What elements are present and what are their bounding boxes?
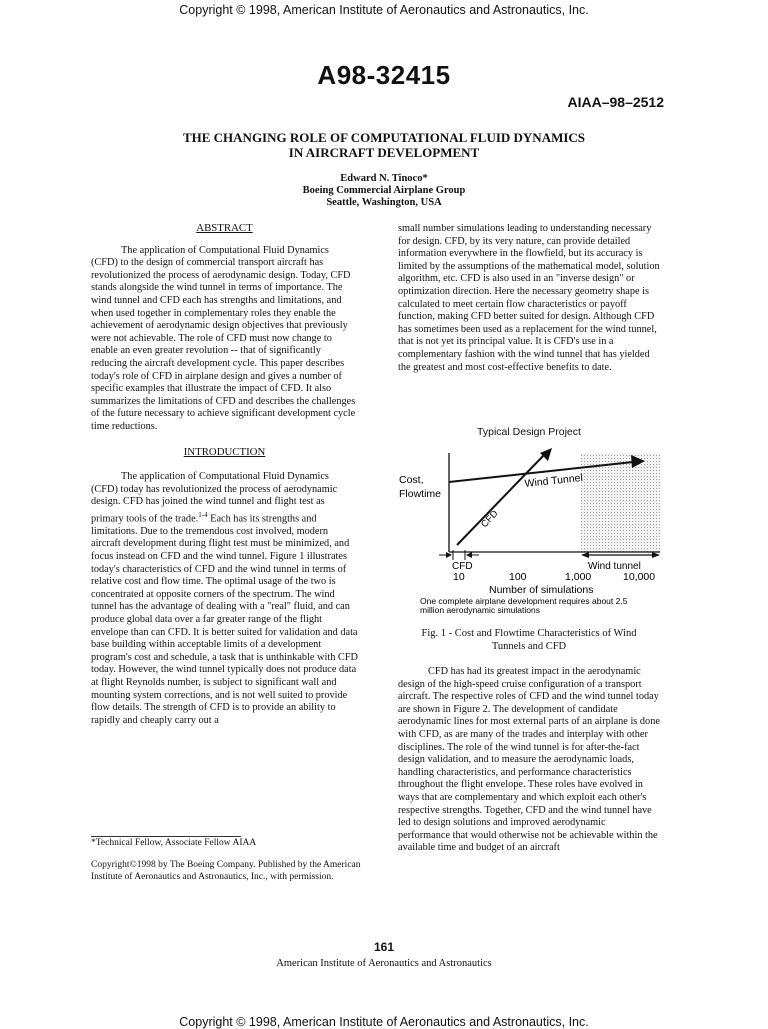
right-paragraph-1: small number simulations leading to understanding necessary for design. CFD, by its very nature, can provide detailed information everywhere in the flowfield, but its accuracy is limited by the assumptions of the mathematical model, solution algorithm, etc. CFD is also used in an "inverse design" or optimization direction. Here the necessary geometry shape is calculated to meet certain flow characteristics or payoff function, making CFD better suited for design. Although CFD has sometimes been used as a replacement for the wind tunnel, that is not yet its principal value. It is CFD's use in a complementary fashion with the wind tunnel that has yielded the greatest and most cost-effective benefits to date.: [398, 223, 660, 373]
author-affiliation: Boeing Commercial Airplane Group: [302, 185, 466, 196]
figure-note-line2: million aerodynamic simulations: [420, 605, 540, 615]
author-name: Edward N. Tinoco*: [340, 173, 428, 184]
introduction-text: [91, 471, 358, 727]
cfd-range-left-arrowhead: [446, 552, 452, 558]
cfd-range-right-arrowhead: [466, 552, 472, 558]
paper-number: AIAA–98–2512: [567, 94, 664, 110]
y-axis-label-line2: Flowtime: [399, 488, 442, 500]
author-location: Seattle, Washington, USA: [326, 197, 442, 208]
figure-caption: [398, 628, 660, 653]
copyright-footer: Copyright © 1998, American Institute of Aeronautics and Astronautics, Inc.: [179, 1015, 589, 1029]
x-tick-100: 100: [509, 571, 527, 583]
wind-range-right-arrowhead: [652, 552, 660, 558]
title-line-2: IN AIRCRAFT DEVELOPMENT: [288, 145, 480, 160]
reference-marker: 1-4: [198, 510, 208, 519]
paper-title: [100, 130, 668, 160]
figure-note-line1: One complete airplane development requires about 2.5: [420, 596, 628, 606]
cfd-range-label: CFD: [452, 561, 473, 572]
right-paragraph-2: CFD has had its greatest impact in the aerodynamic design of the high-speed cruise configuration of a transport aircraft. The respective roles of CFD and the wind tunnel today are shown in Figure 2. The development of candidate aerodynamic lines for most external parts of an airplane is done with CFD, as are many of the trades and interplay with other disciplines. The role of the wind tunnel is for after-the-fact design validation, and to measure the aerodynamic loads, handling characteristics, and performance characteristics throughout the flight envelope. These roles have evolved in ways that are complementary and which exploit each other's respective strengths. Together, CFD and the wind tunnel have led to design solutions and improved aerodynamic performance that would otherwise not be achievable within the available time and budget of an aircraft: [398, 666, 660, 854]
abstract-heading: ABSTRACT: [196, 222, 253, 234]
cfd-line: [457, 455, 544, 545]
footnote-copyright: Copyright©1998 by The Boeing Company. Published by the American Institute of Aeronautics and Astronautics, Inc., with permission.: [91, 860, 361, 882]
y-axis-label-line1: Cost,: [399, 474, 424, 486]
left-column: [91, 222, 358, 727]
figure-title: Typical Design Project: [477, 426, 581, 438]
right-column-bottom: [398, 666, 660, 855]
introduction-heading: INTRODUCTION: [183, 445, 266, 458]
x-tick-10000: 10,000: [623, 571, 656, 583]
figure-1-chart: [395, 440, 670, 620]
right-column-top: [398, 223, 660, 374]
footnote-affiliation: *Technical Fellow, Associate Fellow AIAA: [91, 838, 257, 848]
wind-tunnel-region: [581, 453, 660, 552]
title-line-1: THE CHANGING ROLE OF COMPUTATIONAL FLUID DYNAMICS: [182, 130, 586, 145]
x-axis-label: Number of simulations: [489, 584, 594, 596]
page-number: 161: [373, 940, 395, 954]
copyright-header: Copyright © 1998, American Institute of Aeronautics and Astronautics, Inc.: [179, 3, 589, 17]
publisher-footer: American Institute of Aeronautics and Astronautics: [276, 958, 492, 969]
figure-caption-line2: Tunnels and CFD: [491, 640, 567, 652]
wind-range-left-arrowhead: [581, 552, 589, 558]
wind-range-label: Wind tunnel: [588, 561, 641, 572]
figure-caption-line1: Fig. 1 - Cost and Flowtime Characteristics of Wind: [421, 628, 637, 639]
footnote-rule: [91, 836, 241, 837]
introduction-text-a: The application of Computational Fluid Dynamics (CFD) today has revolutionized the process of aerodynamic design. CFD has joined the wind tunnel and flight test as primary tools of the trade.: [91, 471, 338, 525]
document-number: A98-32415: [317, 60, 451, 90]
x-tick-10: 10: [453, 571, 465, 583]
cfd-arrowhead: [540, 448, 552, 461]
author-block: [200, 173, 568, 209]
wind-tunnel-label: Wind Tunnel: [524, 471, 584, 490]
introduction-text-b: Each has its strengths and limitations. Due to the tremendous cost involved, modern aircraft development during flight test must be minimized, and focus instead on CFD and the wind tunnel. Figure 1 illustrates today's characteristics of CFD and the wind tunnel in terms of relative cost and flow time. The optimal usage of the two is concentrated at opposite corners of the spectrum. The wind tunnel has the advantage of dealing with a "real" fluid, and can produce global data over a far greater range of the flight envelope than can CFD. It is better suited for validation and data base building within acceptable limits of a development program's cost and schedule, a task that is unthinkable with CFD today. However, the wind tunnel typically does not produce data at flight Reynolds number, is subject to significant wall and mounting system corrections, and is not well suited to provide flow details. The strength of CFD is to provide an ability to rapidly and cheaply carry out a: [91, 513, 358, 726]
x-tick-1000: 1,000: [565, 571, 592, 583]
abstract-text: The application of Computational Fluid Dynamics (CFD) to the design of commercial transport aircraft has revolutionized the process of aerodynamic design. Today, CFD stands alongside the wind tunnel in terms of importance. The wind tunnel and CFD each has strengths and limitations, and when used together in complementary roles they enable the achievement of aerodynamic design objectives that previously were not achievable. The role of CFD must now change to enable an even greater revolution -- that of significantly reducing the aircraft development cycle. This paper describes today's role of CFD in airplane design and gives a number of specific examples that illustrate the impact of CFD. It also summarizes the limitations of CFD and describes the challenges of the future necessary to achieve significant development cycle time reductions.: [91, 244, 356, 432]
cfd-line-label: CFD: [479, 508, 501, 531]
